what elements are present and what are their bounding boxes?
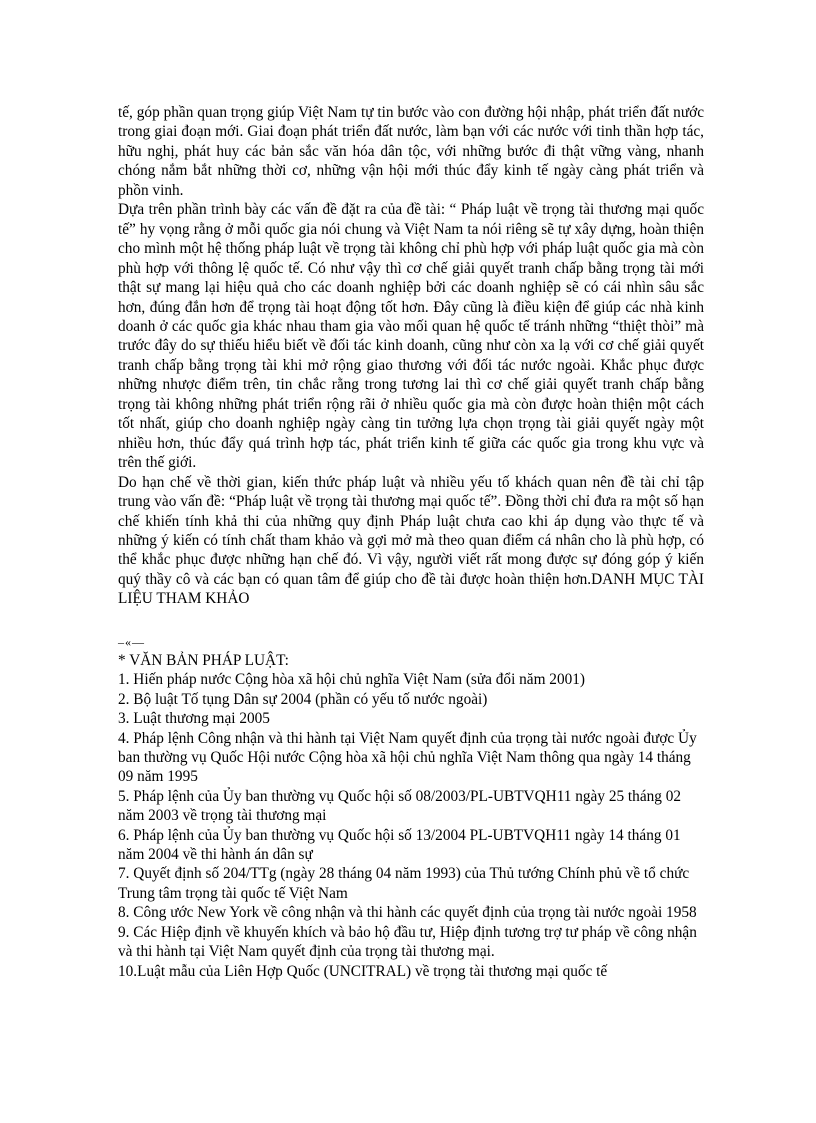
- reference-item: 2. Bộ luật Tố tụng Dân sự 2004 (phần có yếu tố nước ngoài): [118, 690, 488, 708]
- separator-ornament: –«—: [118, 635, 145, 649]
- reference-list: [118, 670, 704, 981]
- reference-item: 8. Công ước New York về công nhận và thi hành các quyết định của trọng tài nước ngoài 1958: [118, 904, 697, 922]
- reference-item: 1. Hiến pháp nước Cộng hòa xã hội chủ nghĩa Việt Nam (sửa đổi năm 2001): [118, 671, 585, 689]
- paragraph-conclusion-3: Do hạn chế về thời gian, kiến thức pháp luật và nhiều yếu tố khách quan nên đề tài chỉ tập trung vào vấn đề: “Pháp luật về trọng tài thương mại quốc tế”. Đồng thời chỉ đưa ra một số hạn chế khiến tính khả thi của những quy định Pháp luật chưa cao khi áp dụng vào thực tế và những ý kiến có tính chất tham khảo và gợi mở mà theo quan điểm cá nhân cho là phù hợp, có thể khắc phục được những hạn chế đó. Vì vậy, người viết rất mong được sự đóng góp ý kiến quý thầy cô và các bạn có quan tâm để giúp cho đề tài được hoàn thiện hơn.DANH MỤC TÀI LIỆU THAM KHẢO: [118, 473, 704, 608]
- reference-item: 5. Pháp lệnh của Ủy ban thường vụ Quốc hội số 08/2003/PL-UBTVQH11 ngày 25 tháng 02 năm 2003 về trọng tài thương mại: [118, 787, 682, 825]
- reference-item: 7. Quyết định số 204/TTg (ngày 28 tháng 04 năm 1993) của Thủ tướng Chính phủ về tổ chức Trung tâm trọng tài quốc tế Việt Nam: [118, 865, 690, 902]
- references-section: [118, 635, 704, 981]
- reference-item: 9. Các Hiệp định về khuyến khích và bảo hộ đầu tư, Hiệp định tương trợ tư pháp về công nhận và thi hành tại Việt Nam quyết định của trọng tài thương mại.: [118, 923, 697, 961]
- reference-item: 6. Pháp lệnh của Ủy ban thường vụ Quốc hội số 13/2004 PL-UBTVQH11 ngày 14 tháng 01 năm 2004 về thi hành án dân sự: [118, 826, 681, 864]
- paragraph-conclusion-2: Dựa trên phần trình bày các vấn đề đặt ra của đề tài: “ Pháp luật về trọng tài thương mại quốc tế” hy vọng rằng ở mỗi quốc gia nói chung và Việt Nam ta nói riêng sẽ tự xây dựng, hoàn thiện cho mình một hệ thống pháp luật về trọng tài không chỉ phù hợp với pháp luật quốc gia mà còn phù hợp với thông lệ quốc tế. Có như vậy thì cơ chế giải quyết tranh chấp bằng trọng tài mới thật sự mang lại hiệu quả cho các doanh nghiệp bởi các doanh nghiệp sẽ có cái nhìn sâu sắc hơn, đúng đắn hơn để trọng tài hoạt động tốt hơn. Đây cũng là điều kiện để giúp các nhà kinh doanh ở các quốc gia khác nhau tham gia vào mối quan hệ quốc tế tránh những “thiệt thòi” mà trước đây do sự thiếu hiểu biết về đối tác kinh doanh, cũng như còn xa lạ với cơ chế giải quyết tranh chấp bằng trọng tài khi mở rộng giao thương với đối tác nước ngoài. Khắc phục được những nhược điểm trên, tin chắc rằng trong tương lai thì cơ chế giải quyết tranh chấp bằng trọng tài không những phát triển rộng rãi ở nhiều quốc gia mà còn được hoàn thiện một cách tốt nhất, giúp cho doanh nghiệp ngày càng tin tưởng lựa chọn trọng tài giải quyết ngày một nhiều hơn, thúc đẩy quá trình hợp tác, phát triển kinh tế giữa các quốc gia trong khu vực và trên thế giới.: [118, 201, 704, 472]
- reference-item: 4. Pháp lệnh Công nhận và thi hành tại Việt Nam quyết định của trọng tài nước ngoài được Ủy ban thường vụ Quốc Hội nước Cộng hòa xã hội chủ nghĩa Việt Nam thông qua ngày 14 tháng 09 năm 1995: [118, 729, 697, 786]
- section-heading: * VĂN BẢN PHÁP LUẬT:: [118, 652, 289, 669]
- reference-item: 3. Luật thương mại 2005: [118, 710, 270, 728]
- reference-item: 10.Luật mẫu của Liên Hợp Quốc (UNCITRAL) về trọng tài thương mại quốc tế: [118, 962, 608, 980]
- body-text: [118, 103, 704, 609]
- paragraph-conclusion-1: tế, góp phần quan trọng giúp Việt Nam tự tin bước vào con đường hội nhập, phát triển đất nước trong giai đoạn mới. Giai đoạn phát triển đất nước, làm bạn với các nước với tinh thần hợp tác, hữu nghị, phát huy các bản sắc văn hóa dân tộc, với những bước đi thật vững vàng, nhanh chóng nắm bắt những thời cơ, những vận hội mới thúc đẩy kinh tế ngày càng phát triển và phồn vinh.: [118, 104, 704, 199]
